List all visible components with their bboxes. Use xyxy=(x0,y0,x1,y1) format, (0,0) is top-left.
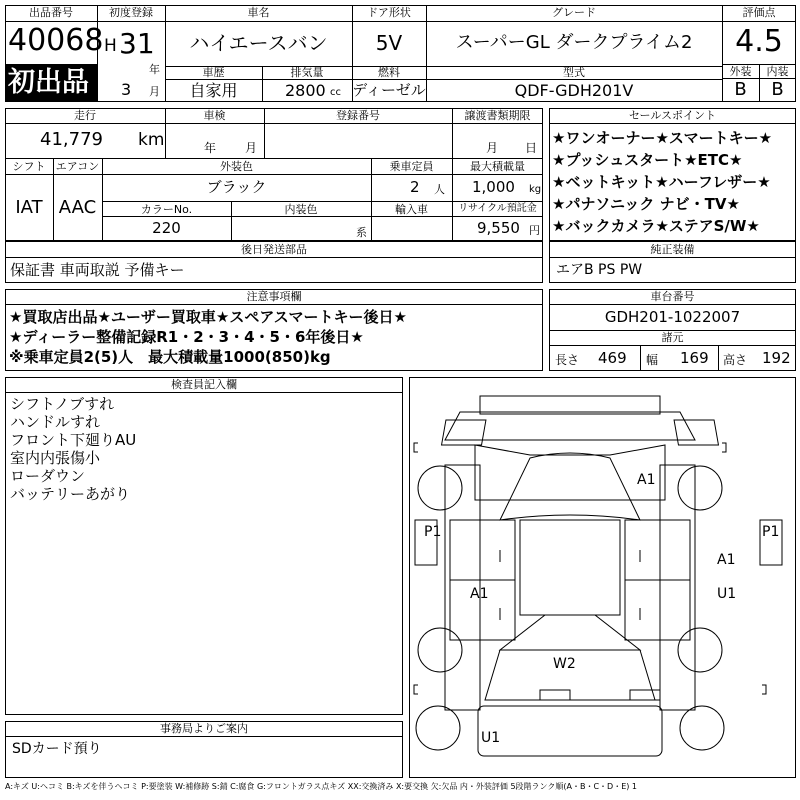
model-name: ハイエースバン xyxy=(189,31,328,55)
displacement-value: 2800 xyxy=(285,81,326,100)
recycle-label: リサイクル預託金 xyxy=(458,203,537,214)
selling-point-4: ★パナソニック ナビ・TV★ xyxy=(552,195,740,213)
interior-color-label: 内装色 xyxy=(284,203,318,216)
windshield-shape xyxy=(500,453,640,520)
ac-value: AAC xyxy=(58,197,97,218)
rear-left-light-shape xyxy=(540,690,570,700)
spare-left-wheel-shape xyxy=(416,706,460,750)
doors-value: 5V xyxy=(375,31,403,55)
length-value: 469 xyxy=(598,349,627,367)
right-rear-door-shape xyxy=(625,580,690,640)
max-load-unit: kg xyxy=(529,184,542,195)
seats-value: 2 xyxy=(410,178,420,196)
seats-unit: 人 xyxy=(434,183,445,196)
legend-text: A:キズ U:ヘコミ B:キズを伴うヘコミ P:要塗装 W:補修跡 S:錆 C:腐食 G:フロントガラス点キズ XX:交換済み X:要交換 欠:欠品 内・外装評価 5段階ランク順(A・B・C・D・E) 1 xyxy=(5,782,638,791)
year-unit: 年 xyxy=(149,63,160,76)
recycle-value: 9,550 xyxy=(477,219,520,237)
doors-label: ドア形状 xyxy=(367,6,411,19)
transfer-deadline-label: 譲渡書類期限 xyxy=(464,109,531,122)
inspector-line-1: シフトノブすれ xyxy=(10,395,115,413)
registration-era: H xyxy=(104,36,117,56)
interior-color-suffix: 系 xyxy=(356,226,367,239)
displacement-unit: cc xyxy=(330,87,341,98)
history-label: 車歴 xyxy=(202,66,225,79)
mark-left-front: P1 xyxy=(424,524,442,540)
later-parts-label: 後日発送部品 xyxy=(241,243,307,256)
left-front-door-shape xyxy=(450,520,515,580)
front-left-light-shape xyxy=(442,420,486,445)
front-outline-shape xyxy=(445,412,695,440)
interior-label: 内装 xyxy=(766,65,789,78)
month-unit: 月 xyxy=(149,85,160,98)
spare-right-wheel-shape xyxy=(680,706,724,750)
height-value: 192 xyxy=(762,349,791,367)
inspection-year-unit: 年 xyxy=(204,141,217,155)
notes-label: 注意事項欄 xyxy=(246,290,302,303)
office-label: 事務局よりご案内 xyxy=(160,722,248,735)
shift-value: IAT xyxy=(15,197,43,218)
equipment-label: 純正装備 xyxy=(650,243,695,256)
registration-year: 31 xyxy=(119,27,155,60)
office-text: SDカード預り xyxy=(12,741,102,757)
rear-glass-shape xyxy=(500,615,640,650)
length-label: 長さ xyxy=(555,353,580,367)
mileage-unit: km xyxy=(138,130,165,150)
history-value: 自家用 xyxy=(189,81,238,100)
right-bracket-2-shape xyxy=(762,685,766,694)
note-line-2: ★ディーラー整備記録R1・2・3・4・5・6年後日★ xyxy=(9,328,364,346)
rear-right-light-shape xyxy=(630,690,660,700)
front-right-wheel-shape xyxy=(678,466,722,510)
fuel-label: 燃料 xyxy=(378,66,400,79)
lot-number-label: 出品番号 xyxy=(29,6,73,19)
selling-points-label: セールスポイント xyxy=(628,109,716,122)
grade-label: グレード xyxy=(552,6,596,19)
max-load-label: 最大積載量 xyxy=(470,160,525,173)
selling-point-5: ★バックカメラ★ステアS/W★ xyxy=(552,217,760,235)
max-load-value: 1,000 xyxy=(472,178,515,196)
exterior-color-label: 外装色 xyxy=(220,160,253,173)
note-line-1: ★買取店出品★ユーザー買取車★スペアスマートキー後日★ xyxy=(9,308,407,326)
left-bracket-shape xyxy=(414,443,418,452)
inspector-line-3: フロント下廻りAU xyxy=(10,431,137,449)
dimensions-label: 諸元 xyxy=(661,331,684,344)
rear-bumper-shape xyxy=(478,706,662,756)
front-left-wheel-shape xyxy=(418,466,462,510)
color-number-value: 220 xyxy=(152,219,181,237)
height-label: 高さ xyxy=(723,353,748,367)
inspector-line-5: ローダウン xyxy=(10,467,86,485)
fuel-value: ディーゼル xyxy=(352,81,426,99)
seats-label: 乗車定員 xyxy=(389,160,434,173)
width-label: 幅 xyxy=(646,353,659,367)
model-code: QDF-GDH201V xyxy=(514,81,634,100)
chassis-number: GDH201-1022007 xyxy=(604,308,741,326)
registration-number-label: 登録番号 xyxy=(336,109,380,122)
note-line-3: ※乗車定員2(5)人 最大積載量1000(850)kg xyxy=(9,348,331,366)
mark-right-rear-door: U1 xyxy=(717,586,737,602)
ac-label: エアコン xyxy=(55,160,100,173)
selling-point-3: ★ベットキット★ハーフレザー★ xyxy=(552,173,771,191)
front-right-light-shape xyxy=(674,420,718,445)
inspector-label: 検査員記入欄 xyxy=(171,378,237,391)
mark-rear: U1 xyxy=(481,730,501,746)
mileage-value: 41,779 xyxy=(40,129,103,150)
recycle-unit: 円 xyxy=(529,224,540,237)
mileage-label: 走行 xyxy=(74,109,96,122)
roof-shape xyxy=(520,520,620,615)
chassis-label: 車台番号 xyxy=(650,290,695,303)
equipment-text: エアB PS PW xyxy=(556,262,643,278)
inspector-line-6: バッテリーあがり xyxy=(10,485,131,503)
first-listing-text: 初出品 xyxy=(8,67,89,98)
front-bumper-shape xyxy=(480,396,660,414)
inspector-line-4: 室内内張傷小 xyxy=(10,449,101,467)
interior-grade: B xyxy=(771,79,784,100)
model-code-label: 型式 xyxy=(563,66,585,79)
right-front-door-shape xyxy=(625,520,690,580)
score-label: 評価点 xyxy=(742,6,776,19)
rear-right-wheel-shape xyxy=(678,628,722,672)
color-number-label: カラーNo. xyxy=(140,203,193,216)
exterior-color-value: ブラック xyxy=(206,178,267,196)
selling-point-1: ★ワンオーナー★スマートキー★ xyxy=(552,129,773,147)
registration-month: 3 xyxy=(121,80,132,99)
width-value: 169 xyxy=(680,349,709,367)
transfer-day-unit: 日 xyxy=(525,141,538,155)
transfer-month-unit: 月 xyxy=(486,141,499,155)
exterior-grade: B xyxy=(734,79,747,100)
score-value: 4.5 xyxy=(735,24,783,59)
registration-label: 初度登録 xyxy=(109,6,153,19)
mark-rear-glass: W2 xyxy=(553,656,576,672)
shift-label: シフト xyxy=(12,160,46,173)
mark-right-front-door: A1 xyxy=(717,552,736,568)
left-bracket-2-shape xyxy=(414,685,418,694)
grade-value: スーパーGL ダークプライム2 xyxy=(455,32,693,53)
inspection-label: 車検 xyxy=(203,109,226,122)
import-label: 輸入車 xyxy=(395,203,428,216)
exterior-label: 外装 xyxy=(729,65,752,78)
right-bracket-shape xyxy=(722,443,726,452)
mark-left-rear-door: A1 xyxy=(470,586,489,602)
later-parts-text: 保証書 車両取説 予備キー xyxy=(10,261,185,279)
rear-left-wheel-shape xyxy=(418,628,462,672)
displacement-label: 排気量 xyxy=(290,66,324,79)
selling-point-2: ★プッシュスタート★ETC★ xyxy=(552,151,743,169)
inspector-line-2: ハンドルすれ xyxy=(10,413,101,431)
mark-right-front: P1 xyxy=(762,524,780,540)
model-name-label: 車名 xyxy=(247,6,270,19)
inspection-month-unit: 月 xyxy=(245,141,258,155)
lot-number: 40068 xyxy=(8,23,104,58)
mark-hood: A1 xyxy=(637,472,656,488)
